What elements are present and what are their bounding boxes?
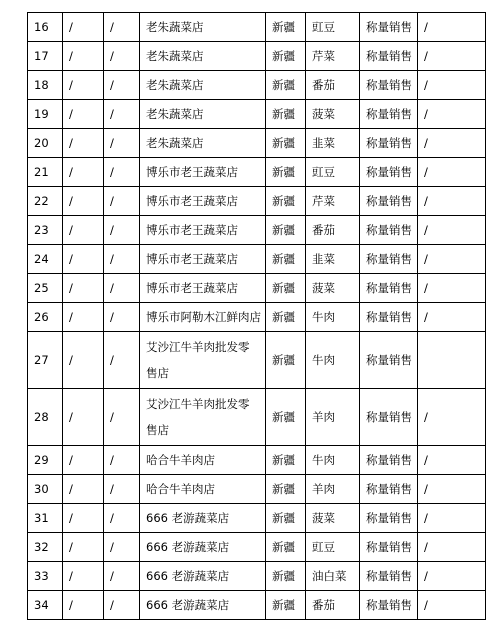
cell-region: 新疆 (266, 332, 306, 389)
cell-sale-method: 称量销售 (360, 274, 418, 303)
table-row (28, 562, 486, 591)
cell-number: 21 (28, 158, 63, 187)
cell-shop-name: 艾沙江牛羊肉批发零售店 (140, 389, 266, 446)
cell-number: 22 (28, 187, 63, 216)
cell-remark: / (418, 129, 486, 158)
cell-sale-method: 称量销售 (360, 504, 418, 533)
cell-sale-method: 称量销售 (360, 13, 418, 42)
cell-remark: / (418, 389, 486, 446)
cell-col2: / (63, 446, 104, 475)
cell-number: 28 (28, 389, 63, 446)
cell-col2: / (63, 187, 104, 216)
cell-col2: / (63, 42, 104, 71)
cell-region: 新疆 (266, 274, 306, 303)
cell-shop-name: 老朱蔬菜店 (140, 129, 266, 158)
cell-product: 牛肉 (306, 332, 360, 389)
cell-number: 25 (28, 274, 63, 303)
cell-product: 韭菜 (306, 245, 360, 274)
cell-col3: / (104, 303, 140, 332)
cell-remark: / (418, 591, 486, 620)
cell-col2: / (63, 100, 104, 129)
cell-product: 番茄 (306, 71, 360, 100)
table-row (28, 475, 486, 504)
cell-sale-method: 称量销售 (360, 158, 418, 187)
cell-region: 新疆 (266, 71, 306, 100)
table-row (28, 42, 486, 71)
table-row (28, 129, 486, 158)
cell-col2: / (63, 562, 104, 591)
cell-region: 新疆 (266, 475, 306, 504)
cell-product: 豇豆 (306, 533, 360, 562)
cell-shop-name: 666 老游蔬菜店 (140, 533, 266, 562)
cell-region: 新疆 (266, 245, 306, 274)
cell-product: 番茄 (306, 216, 360, 245)
cell-region: 新疆 (266, 216, 306, 245)
cell-col2: / (63, 389, 104, 446)
cell-remark: / (418, 446, 486, 475)
sales-table (27, 12, 486, 620)
cell-number: 31 (28, 504, 63, 533)
cell-sale-method: 称量销售 (360, 562, 418, 591)
cell-col3: / (104, 562, 140, 591)
cell-product: 牛肉 (306, 446, 360, 475)
cell-remark: / (418, 71, 486, 100)
cell-product: 豇豆 (306, 13, 360, 42)
cell-remark: / (418, 216, 486, 245)
cell-col3: / (104, 591, 140, 620)
cell-product: 韭菜 (306, 129, 360, 158)
cell-sale-method: 称量销售 (360, 446, 418, 475)
cell-product: 菠菜 (306, 274, 360, 303)
cell-sale-method: 称量销售 (360, 533, 418, 562)
cell-region: 新疆 (266, 533, 306, 562)
table-body (28, 13, 486, 620)
cell-shop-name: 博乐市老王蔬菜店 (140, 216, 266, 245)
cell-number: 29 (28, 446, 63, 475)
cell-col2: / (63, 274, 104, 303)
cell-sale-method: 称量销售 (360, 100, 418, 129)
table-row (28, 71, 486, 100)
cell-shop-name: 老朱蔬菜店 (140, 100, 266, 129)
cell-col3: / (104, 13, 140, 42)
cell-col2: / (63, 475, 104, 504)
cell-product: 油白菜 (306, 562, 360, 591)
cell-col2: / (63, 129, 104, 158)
cell-number: 34 (28, 591, 63, 620)
cell-col3: / (104, 332, 140, 389)
cell-region: 新疆 (266, 187, 306, 216)
cell-sale-method: 称量销售 (360, 71, 418, 100)
cell-number: 19 (28, 100, 63, 129)
cell-remark: / (418, 504, 486, 533)
cell-col3: / (104, 187, 140, 216)
cell-col2: / (63, 533, 104, 562)
cell-number: 32 (28, 533, 63, 562)
cell-region: 新疆 (266, 129, 306, 158)
cell-shop-name: 666 老游蔬菜店 (140, 504, 266, 533)
cell-number: 18 (28, 71, 63, 100)
cell-col2: / (63, 71, 104, 100)
cell-product: 羊肉 (306, 389, 360, 446)
cell-region: 新疆 (266, 158, 306, 187)
cell-shop-name: 哈合牛羊肉店 (140, 475, 266, 504)
cell-col2: / (63, 245, 104, 274)
cell-sale-method: 称量销售 (360, 332, 418, 389)
table-row (28, 504, 486, 533)
cell-region: 新疆 (266, 504, 306, 533)
cell-col3: / (104, 216, 140, 245)
cell-region: 新疆 (266, 562, 306, 591)
cell-remark: / (418, 187, 486, 216)
table-row (28, 216, 486, 245)
cell-col3: / (104, 100, 140, 129)
cell-col2: / (63, 303, 104, 332)
cell-col3: / (104, 504, 140, 533)
cell-product: 芹菜 (306, 42, 360, 71)
cell-shop-name: 博乐市阿勒木江鲜肉店 (140, 303, 266, 332)
cell-number: 24 (28, 245, 63, 274)
cell-product: 菠菜 (306, 100, 360, 129)
cell-region: 新疆 (266, 303, 306, 332)
cell-number: 16 (28, 13, 63, 42)
cell-sale-method: 称量销售 (360, 389, 418, 446)
cell-region: 新疆 (266, 13, 306, 42)
table-row (28, 158, 486, 187)
cell-product: 牛肉 (306, 303, 360, 332)
cell-remark: / (418, 100, 486, 129)
cell-sale-method: 称量销售 (360, 475, 418, 504)
table-row (28, 332, 486, 389)
cell-remark: / (418, 303, 486, 332)
cell-remark: / (418, 562, 486, 591)
cell-col3: / (104, 533, 140, 562)
cell-number: 17 (28, 42, 63, 71)
cell-col2: / (63, 13, 104, 42)
cell-product: 番茄 (306, 591, 360, 620)
cell-region: 新疆 (266, 591, 306, 620)
cell-number: 20 (28, 129, 63, 158)
cell-number: 30 (28, 475, 63, 504)
cell-number: 23 (28, 216, 63, 245)
table-row (28, 446, 486, 475)
cell-col3: / (104, 158, 140, 187)
cell-product: 羊肉 (306, 475, 360, 504)
table-row (28, 13, 486, 42)
cell-col3: / (104, 274, 140, 303)
cell-shop-name: 666 老游蔬菜店 (140, 562, 266, 591)
table-row (28, 100, 486, 129)
cell-col2: / (63, 332, 104, 389)
table-row (28, 303, 486, 332)
table-row (28, 274, 486, 303)
cell-col3: / (104, 446, 140, 475)
cell-remark: / (418, 274, 486, 303)
cell-sale-method: 称量销售 (360, 303, 418, 332)
cell-col3: / (104, 129, 140, 158)
table-row (28, 389, 486, 446)
cell-number: 26 (28, 303, 63, 332)
cell-shop-name: 666 老游蔬菜店 (140, 591, 266, 620)
cell-region: 新疆 (266, 100, 306, 129)
cell-remark: / (418, 42, 486, 71)
cell-shop-name: 老朱蔬菜店 (140, 42, 266, 71)
table-row (28, 245, 486, 274)
cell-product: 菠菜 (306, 504, 360, 533)
cell-shop-name: 老朱蔬菜店 (140, 71, 266, 100)
cell-remark: / (418, 158, 486, 187)
cell-shop-name: 博乐市老王蔬菜店 (140, 187, 266, 216)
cell-product: 芹菜 (306, 187, 360, 216)
cell-sale-method: 称量销售 (360, 187, 418, 216)
cell-col3: / (104, 245, 140, 274)
table-row (28, 187, 486, 216)
cell-number: 33 (28, 562, 63, 591)
cell-shop-name: 艾沙江牛羊肉批发零售店 (140, 332, 266, 389)
cell-shop-name: 老朱蔬菜店 (140, 13, 266, 42)
document-page (27, 12, 486, 620)
cell-shop-name: 哈合牛羊肉店 (140, 446, 266, 475)
cell-col2: / (63, 504, 104, 533)
cell-col3: / (104, 475, 140, 504)
table-row (28, 533, 486, 562)
cell-sale-method: 称量销售 (360, 245, 418, 274)
table-row (28, 591, 486, 620)
cell-shop-name: 博乐市老王蔬菜店 (140, 274, 266, 303)
cell-shop-name: 博乐市老王蔬菜店 (140, 158, 266, 187)
cell-col3: / (104, 42, 140, 71)
cell-remark: / (418, 13, 486, 42)
cell-shop-name: 博乐市老王蔬菜店 (140, 245, 266, 274)
cell-region: 新疆 (266, 446, 306, 475)
cell-sale-method: 称量销售 (360, 216, 418, 245)
cell-col2: / (63, 158, 104, 187)
cell-remark (418, 332, 486, 389)
cell-region: 新疆 (266, 42, 306, 71)
cell-number: 27 (28, 332, 63, 389)
cell-sale-method: 称量销售 (360, 129, 418, 158)
cell-remark: / (418, 475, 486, 504)
cell-sale-method: 称量销售 (360, 591, 418, 620)
cell-sale-method: 称量销售 (360, 42, 418, 71)
cell-remark: / (418, 245, 486, 274)
cell-product: 豇豆 (306, 158, 360, 187)
cell-region: 新疆 (266, 389, 306, 446)
cell-col3: / (104, 71, 140, 100)
cell-col3: / (104, 389, 140, 446)
cell-remark: / (418, 533, 486, 562)
cell-col2: / (63, 216, 104, 245)
cell-col2: / (63, 591, 104, 620)
